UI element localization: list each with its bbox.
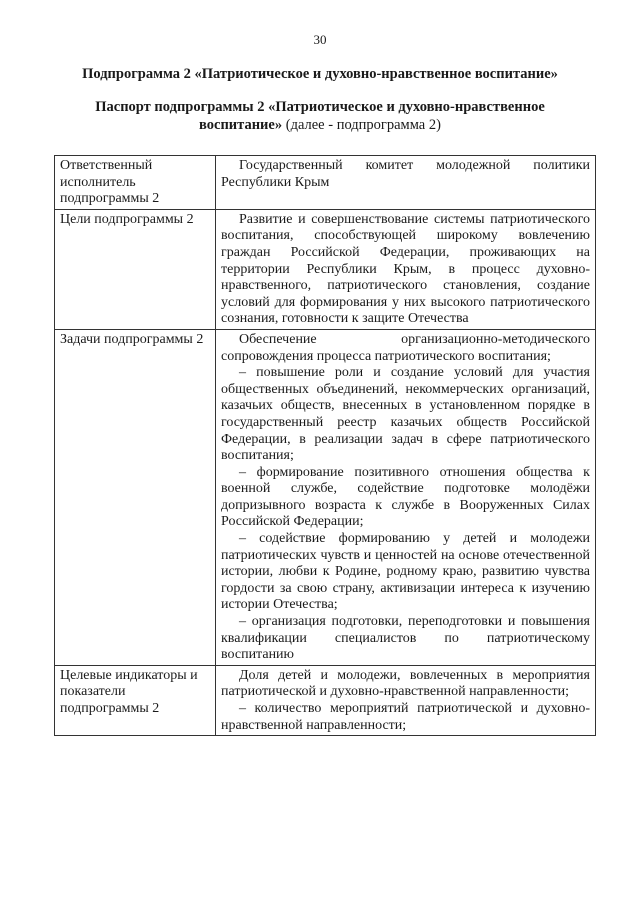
passport-paragraph: – организация подготовки, переподготовки и повышения квалификации специалистов по патриотическому воспитанию	[221, 614, 590, 663]
passport-row-label: Целевые индикаторы и показатели подпрограммы 2	[55, 665, 216, 735]
passport-table	[54, 155, 596, 736]
passport-paragraph: Развитие и совершенствование системы патриотического воспитания, способствующей широкому вовлечению граждан Российской Федерации, проживающих на территории Республики Крым, в процесс духовно-нравственного, патриотического становления, создание условий для формирования у них высокого патриотического сознания, готовности к защите Отечества	[221, 211, 590, 327]
passport-row	[55, 665, 596, 735]
passport-row-content	[216, 665, 596, 735]
page-number: 30	[313, 32, 327, 47]
passport-row-content	[216, 329, 596, 665]
passport-paragraph: Доля детей и молодежи, вовлеченных в мероприятия патриотической и духовно-нравственной направленности;	[221, 667, 590, 700]
passport-heading	[70, 98, 570, 134]
passport-paragraph: – формирование позитивного отношения общества к военной службе, содействие подготовке молодёжи допризывного возраста к службе в Вооруженных Силах Российской Федерации;	[221, 464, 590, 530]
passport-row	[55, 156, 596, 210]
passport-paragraph: – повышение роли и создание условий для участия общественных объединений, некоммерческих организаций, казачьих обществ, внесенных в установленном порядке в государственный реестр казачьих обществ Российской Федерации, в реализации задач в сфере патриотического воспитания;	[221, 365, 590, 464]
passport-row-content	[216, 156, 596, 210]
passport-row-label: Задачи подпрограммы 2	[55, 329, 216, 665]
passport-table-body	[55, 156, 596, 736]
passport-heading-note: (далее - подпрограмма 2)	[282, 117, 441, 133]
passport-paragraph: – количество мероприятий патриотической и духовно-нравственной направленности;	[221, 701, 590, 733]
passport-row-label: Цели подпрограммы 2	[55, 209, 216, 329]
passport-row-label: Ответственный исполнитель подпрограммы 2	[55, 156, 216, 210]
passport-row-content	[216, 209, 596, 329]
passport-paragraph: – содействие формированию у детей и молодежи патриотических чувств и ценностей на основе отечественной истории, любви к Родине, родному краю, развитию чувства гордости за свою страну, активизации интереса к изучению истории Отечества;	[221, 531, 590, 613]
passport-paragraph: Государственный комитет молодежной политики Республики Крым	[221, 158, 590, 190]
passport-row	[55, 209, 596, 329]
subprogram-title: Подпрограмма 2 «Патриотическое и духовно-нравственное воспитание»	[82, 66, 558, 82]
passport-paragraph: Обеспечение организационно-методического сопровождения процесса патриотического воспитания;	[221, 331, 590, 364]
passport-row	[55, 329, 596, 665]
passport-heading-bold: Паспорт подпрограммы 2 «Патриотическое и духовно-нравственное воспитание»	[95, 99, 545, 133]
